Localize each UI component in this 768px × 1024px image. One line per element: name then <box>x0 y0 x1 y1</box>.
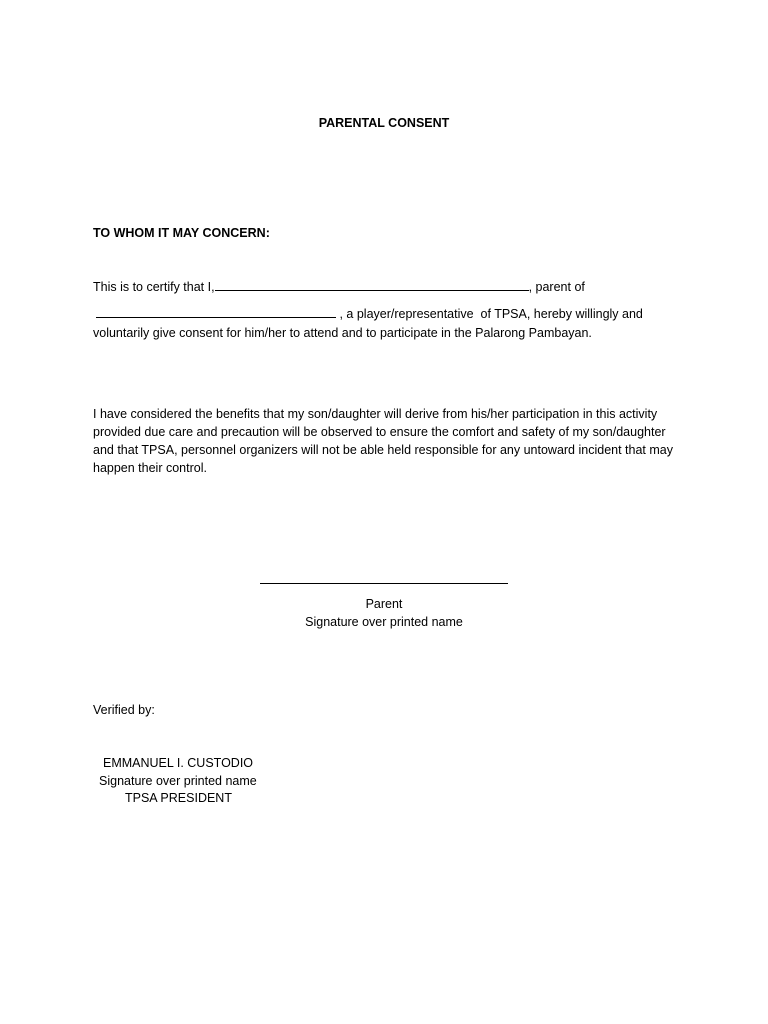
player-name-blank <box>96 305 336 318</box>
verifier-signature-caption: Signature over printed name <box>99 774 257 788</box>
document-title: PARENTAL CONSENT <box>318 116 450 130</box>
parent-role-label: Parent <box>365 597 403 611</box>
certify-line1-suffix: , parent of <box>528 280 585 294</box>
certify-line-3: voluntarily give consent for him/her to attend and to participate in the Palarong Pambayan. <box>93 326 592 340</box>
certify-prefix: This is to certify that I, <box>93 280 215 294</box>
parent-signature-line <box>260 583 508 584</box>
parent-name-blank <box>215 278 529 291</box>
certify-line2-suffix: , a player/representative of TPSA, hereby willingly and <box>336 307 643 321</box>
parent-signature-caption: Signature over printed name <box>305 615 463 629</box>
salutation: TO WHOM IT MAY CONCERN: <box>93 226 270 240</box>
verifier-position: TPSA PRESIDENT <box>125 791 232 805</box>
benefits-paragraph: I have considered the benefits that my son/daughter will derive from his/her participation in this activity provided due care and precaution will be observed to ensure the comfort and safety of my son/daughter and that TPSA, personnel organizers will not be able held responsible for any untoward incident that may happen their control. <box>93 407 673 475</box>
verified-by-label: Verified by: <box>93 703 155 717</box>
certify-line-1 <box>93 278 585 296</box>
certify-line-2 <box>96 305 643 323</box>
verifier-name: EMMANUEL I. CUSTODIO <box>103 756 254 770</box>
